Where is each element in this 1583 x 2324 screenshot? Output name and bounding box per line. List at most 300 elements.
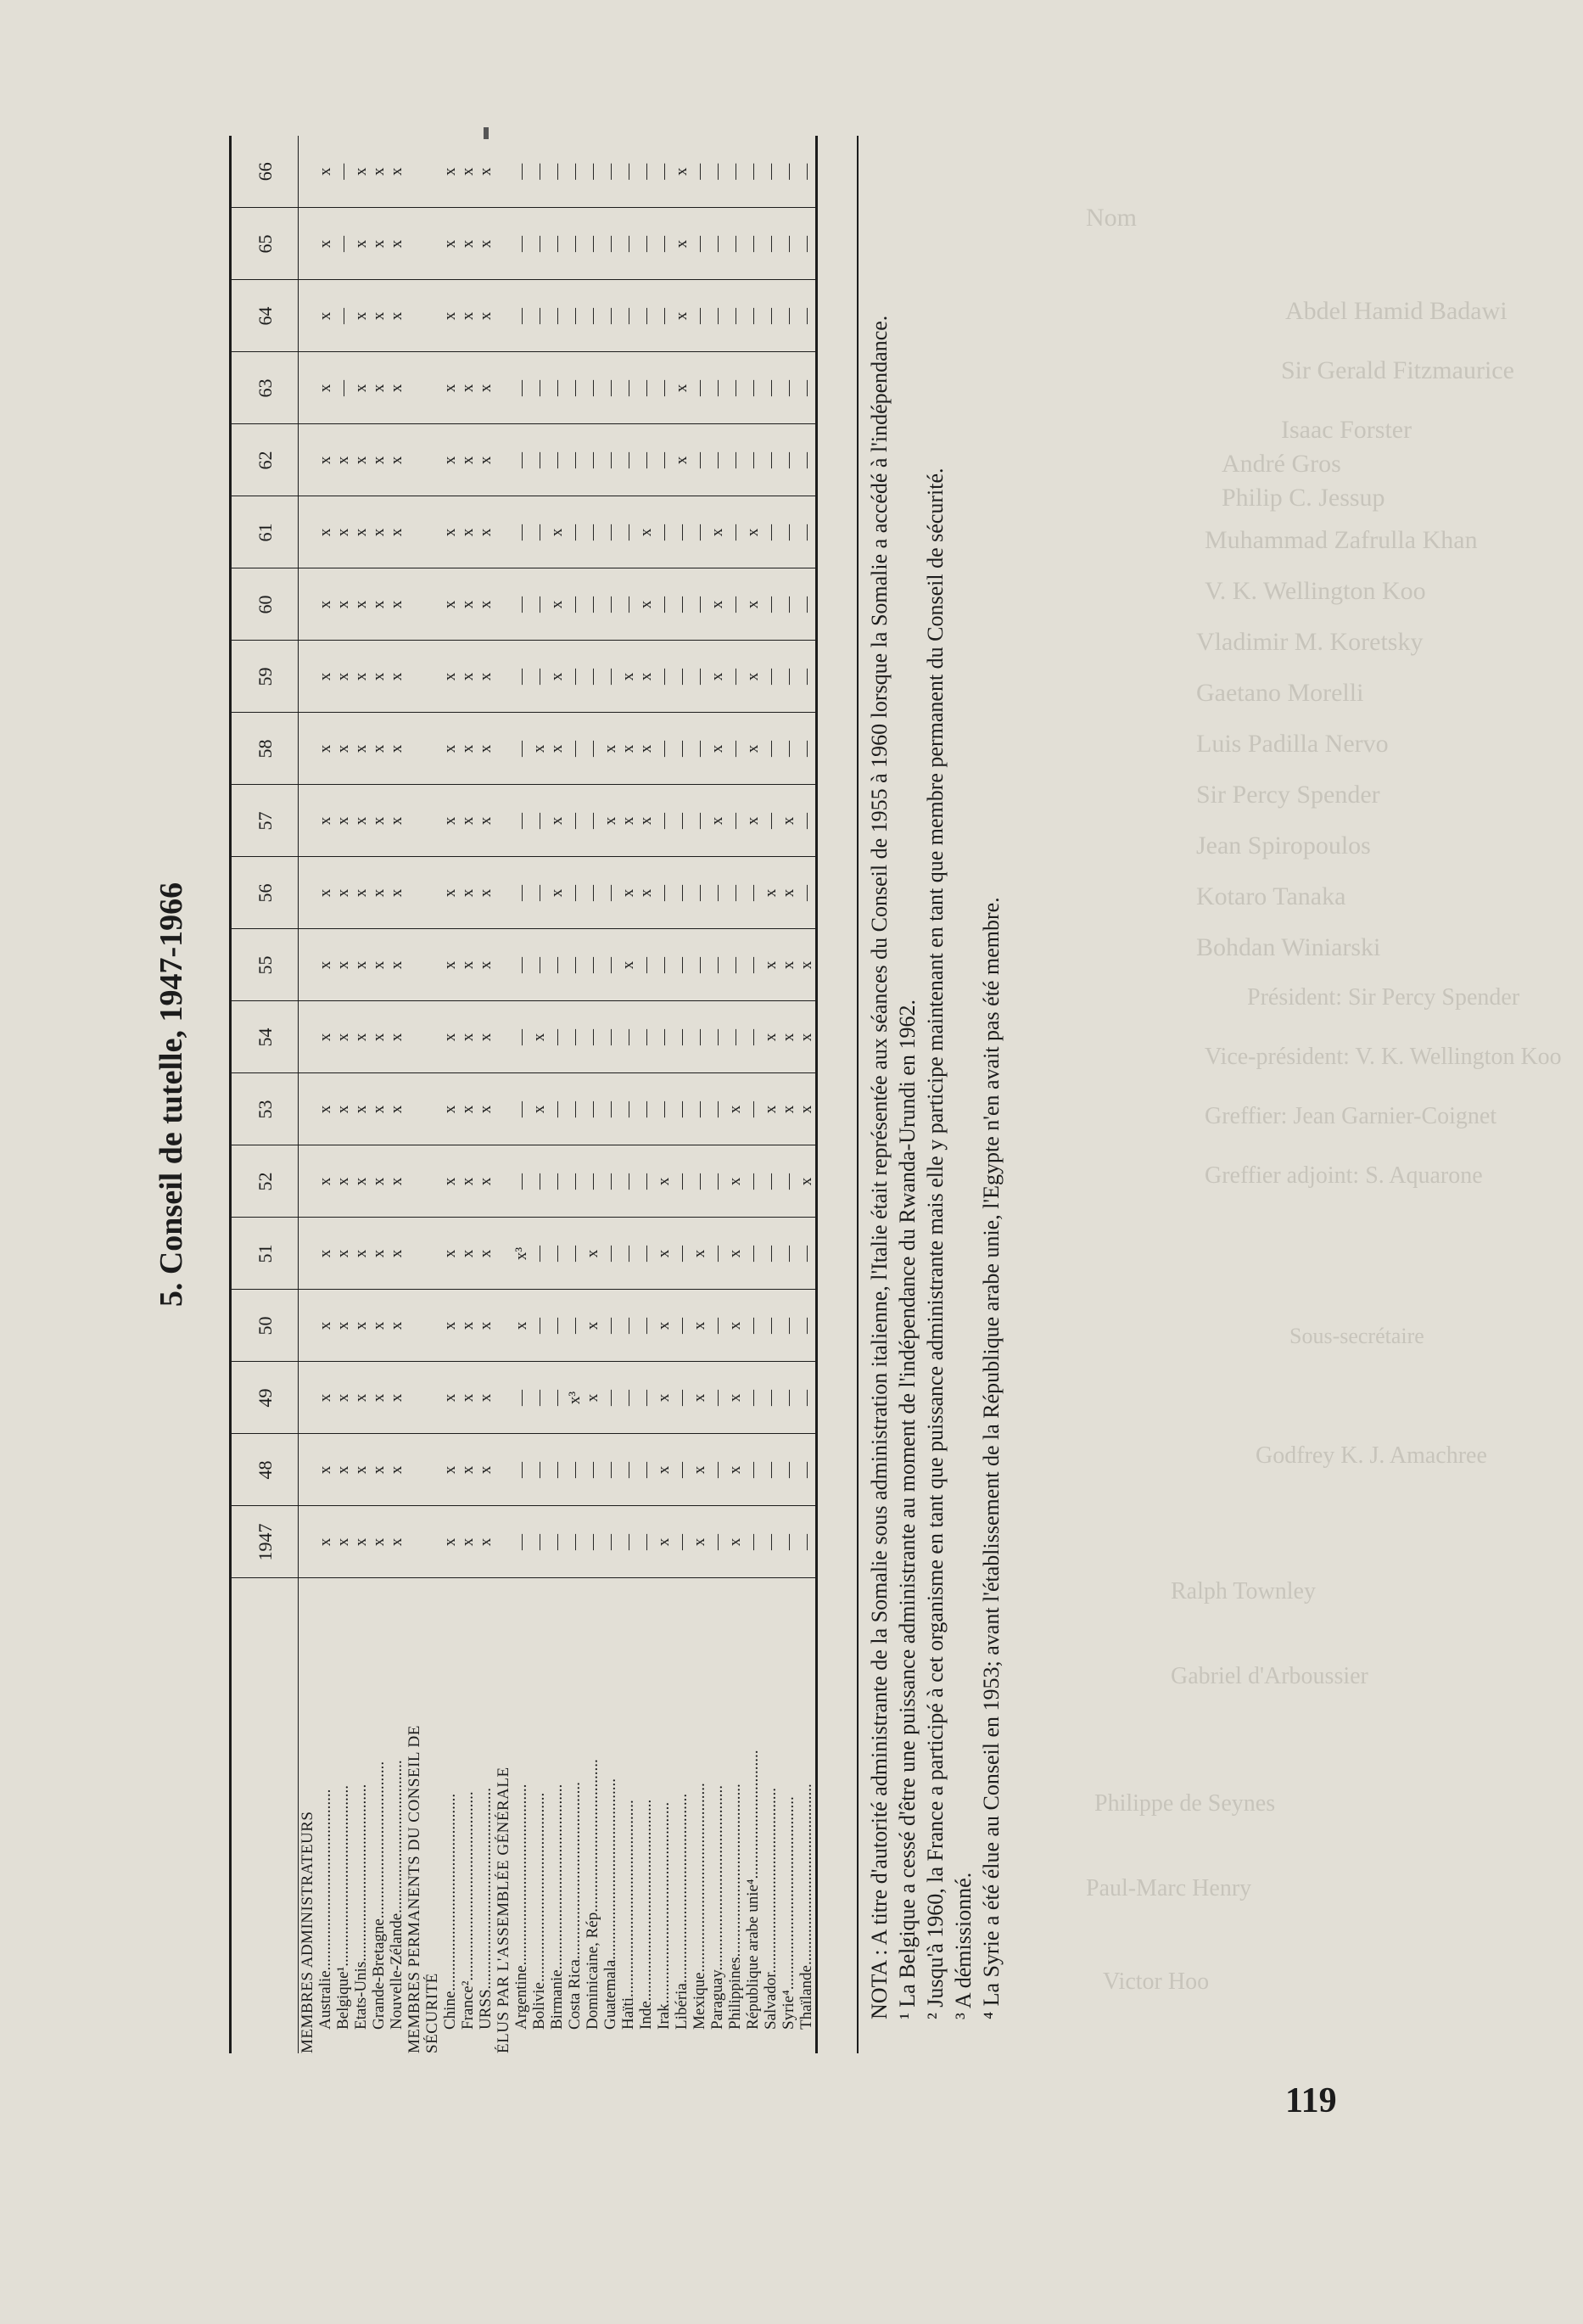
table-row (334, 136, 352, 2053)
membership-cell: x (548, 641, 566, 713)
table-row (316, 136, 334, 2053)
membership-cell: x (655, 1362, 673, 1434)
membership-cell: — (530, 208, 548, 280)
membership-cell: — (566, 352, 584, 424)
membership-cell: x (388, 352, 406, 424)
membership-cell: — (691, 136, 708, 208)
membership-cell: x (334, 1290, 352, 1362)
membership-cell: — (548, 929, 566, 1001)
membership-cell: x (726, 1145, 744, 1218)
membership-cell: — (619, 1145, 637, 1218)
membership-cell: x (441, 424, 459, 496)
leader-dots: .............................................. (708, 1785, 726, 1971)
membership-cell: x (477, 208, 495, 280)
section-heading-elected: ÉLUS PAR L'ASSEMBLÉE GÉNÉRALE (495, 1767, 512, 2053)
member-label (762, 1578, 780, 2053)
leader-dots: ............................................... (673, 1793, 691, 1984)
membership-cell: — (797, 641, 817, 713)
leader-dots: ............................................. (512, 1784, 530, 1966)
membership-cell: — (744, 136, 762, 208)
membership-cell: — (708, 1218, 726, 1290)
membership-cell: x (316, 136, 334, 208)
membership-cell: — (655, 568, 673, 641)
note-nota: NOTA : A titre d'autorité administrante de la Somalie sous administration italienne, l'Italie était représentée aux séances du Conseil de 1955 à 1960 lorsque la Somalie a accédé à l'indépendance. (867, 315, 892, 2019)
member-label (797, 1578, 817, 2053)
membership-cell: x (388, 496, 406, 568)
membership-cell: — (512, 1506, 530, 1578)
leader-dots: .................................................. (477, 1787, 495, 1990)
membership-cell: — (548, 1073, 566, 1145)
membership-cell: — (673, 1434, 691, 1506)
leader-dots: ................................................. (441, 1793, 459, 1991)
membership-cell: — (655, 1001, 673, 1073)
membership-cell: x (744, 713, 762, 785)
membership-cell: — (601, 136, 619, 208)
footnote-3: ³ A démissionné. (951, 1872, 976, 2019)
member-label (726, 1578, 744, 2053)
leader-dots: ................................................ (780, 1796, 797, 1991)
membership-cell: x (726, 1073, 744, 1145)
membership-cell: x (459, 785, 477, 857)
member-name: Dominicaine, Rép (584, 1912, 601, 2030)
footnote-4: ⁴ La Syrie a été élue au Conseil en 1953; avant l'établissement de la République arabe unie, l'Egypte n'en avait pas été membre. (979, 897, 1004, 2019)
membership-cell: — (762, 1506, 780, 1578)
membership-cell: — (512, 136, 530, 208)
membership-cell: — (512, 1001, 530, 1073)
membership-cell: x (370, 1145, 388, 1218)
membership-cell: x (388, 1362, 406, 1434)
table-row (780, 136, 797, 2053)
membership-cell: x (316, 568, 334, 641)
member-label (619, 1578, 637, 2053)
year-header: 50 (231, 1290, 299, 1362)
section-heading-permanent-cont: SÉCURITÉ (423, 1973, 441, 2053)
membership-cell: — (762, 1434, 780, 1506)
membership-cell: — (708, 280, 726, 352)
membership-cell: — (780, 136, 797, 208)
section-row (406, 136, 423, 2053)
membership-cell: x (477, 1145, 495, 1218)
membership-cell: x (637, 568, 655, 641)
membership-cell: — (780, 208, 797, 280)
membership-cell: — (673, 1001, 691, 1073)
membership-cell: x (388, 857, 406, 929)
footnotes (857, 136, 1005, 2053)
membership-cell: x (762, 1001, 780, 1073)
membership-cell: x (548, 496, 566, 568)
membership-cell: — (584, 568, 601, 641)
membership-cell: x (477, 496, 495, 568)
membership-cell: x (334, 568, 352, 641)
membership-cell: — (708, 1434, 726, 1506)
membership-cell: x (334, 496, 352, 568)
membership-cell: x (441, 1001, 459, 1073)
membership-cell: — (797, 1290, 817, 1362)
membership-cell: x (762, 929, 780, 1001)
member-name: Paraguay (708, 1970, 726, 2030)
membership-cell: x (708, 496, 726, 568)
membership-cell: x (601, 785, 619, 857)
leader-dots: ............................................. (797, 1784, 815, 1966)
membership-cell: x (334, 857, 352, 929)
membership-cell: x (316, 857, 334, 929)
membership-cell: — (566, 641, 584, 713)
rotated-page-content (153, 136, 1188, 2053)
leader-dots: ............................................... (691, 1783, 708, 1973)
membership-cell: x (673, 280, 691, 352)
membership-cell: — (530, 424, 548, 496)
member-name: France² (459, 1980, 477, 2030)
membership-cell: x (780, 785, 797, 857)
membership-cell: x (441, 785, 459, 857)
membership-cell: — (726, 424, 744, 496)
membership-cell: — (655, 136, 673, 208)
membership-cell: — (691, 352, 708, 424)
membership-cell: x (388, 568, 406, 641)
membership-cell: — (708, 1290, 726, 1362)
membership-cell: — (512, 1073, 530, 1145)
membership-cell: x (388, 1145, 406, 1218)
membership-cell: x (637, 785, 655, 857)
year-header: 65 (231, 208, 299, 280)
membership-cell: — (780, 1145, 797, 1218)
membership-cell: x (441, 208, 459, 280)
membership-cell: — (530, 785, 548, 857)
membership-cell: — (762, 280, 780, 352)
leader-dots: ...................................... (584, 1759, 601, 1912)
membership-cell: — (762, 136, 780, 208)
member-name: Birmanie (548, 1969, 566, 2030)
table-row (637, 136, 655, 2053)
membership-cell: x (762, 857, 780, 929)
membership-cell: — (797, 424, 817, 496)
membership-cell: x (477, 929, 495, 1001)
membership-cell: x (352, 857, 370, 929)
membership-cell: — (601, 1290, 619, 1362)
year-header: 51 (231, 1218, 299, 1290)
membership-cell: — (601, 424, 619, 496)
membership-cell: x (370, 280, 388, 352)
membership-cell: x (744, 496, 762, 568)
page-number: 119 (1285, 2081, 1337, 2120)
membership-cell: x (316, 1001, 334, 1073)
membership-cell: x (334, 1506, 352, 1578)
membership-cell: x (316, 1073, 334, 1145)
membership-cell: x (548, 785, 566, 857)
membership-cell: — (691, 424, 708, 496)
membership-cell: x (388, 785, 406, 857)
membership-cell: — (530, 857, 548, 929)
membership-cell: x (459, 857, 477, 929)
membership-cell: x (459, 136, 477, 208)
membership-cell: — (566, 208, 584, 280)
membership-cell: x (388, 424, 406, 496)
membership-cell: — (334, 352, 352, 424)
membership-cell: x (797, 1001, 817, 1073)
membership-cell: — (744, 929, 762, 1001)
membership-cell: x (370, 568, 388, 641)
membership-cell: x (352, 568, 370, 641)
member-name: Inde (637, 2001, 655, 2030)
membership-cell: x (441, 568, 459, 641)
membership-cell: — (512, 929, 530, 1001)
membership-cell: — (655, 424, 673, 496)
membership-cell: x (459, 424, 477, 496)
membership-cell: x (352, 1145, 370, 1218)
membership-cell: — (548, 1290, 566, 1362)
membership-cell: — (708, 1145, 726, 1218)
member-label (548, 1578, 566, 2053)
footnote-2: ² Jusqu'à 1960, la France a participé à cet organisme en tant que puissance administrante mais elle y participe maintenant en tant que membre permanent du Conseil de sécurité. (923, 468, 948, 2019)
membership-cell: x (370, 929, 388, 1001)
membership-cell: x (441, 1362, 459, 1434)
membership-cell: x (441, 857, 459, 929)
membership-cell: x (691, 1362, 708, 1434)
membership-cell: x (388, 713, 406, 785)
member-name: Argentine (512, 1965, 530, 2030)
membership-cell: — (566, 1290, 584, 1362)
membership-cell: x (530, 1001, 548, 1073)
year-header: 48 (231, 1434, 299, 1506)
membership-cell: — (566, 424, 584, 496)
year-header: 55 (231, 929, 299, 1001)
membership-cell: x (459, 929, 477, 1001)
membership-cell: — (744, 208, 762, 280)
membership-cell: — (726, 136, 744, 208)
membership-cell: x (370, 1362, 388, 1434)
membership-cell: x (619, 785, 637, 857)
membership-cell: — (726, 568, 744, 641)
membership-cell: x (744, 641, 762, 713)
membership-cell: x (441, 929, 459, 1001)
trusteeship-council-table (229, 136, 818, 2053)
year-header: 62 (231, 424, 299, 496)
member-name: Thaïlande (797, 1965, 815, 2030)
membership-cell: x (352, 1001, 370, 1073)
membership-cell: x (316, 785, 334, 857)
membership-cell: x (316, 352, 334, 424)
membership-cell: — (619, 1073, 637, 1145)
year-header: 61 (231, 496, 299, 568)
membership-cell: x (459, 1506, 477, 1578)
leader-dots: ............................................ (566, 1782, 584, 1960)
membership-cell: x (370, 1073, 388, 1145)
membership-cell: — (601, 857, 619, 929)
membership-cell: x (352, 1290, 370, 1362)
footnote-1: ¹ La Belgique a cessé d'être une puissance administrante au moment de l'indépendance du Rwanda-Urundi en 1962. (895, 1000, 920, 2019)
membership-cell: — (584, 424, 601, 496)
membership-cell: — (673, 568, 691, 641)
membership-cell: x (673, 352, 691, 424)
membership-cell: — (762, 208, 780, 280)
membership-cell: — (780, 496, 797, 568)
membership-cell: x (477, 1218, 495, 1290)
membership-cell: — (530, 641, 548, 713)
membership-cell: x (673, 136, 691, 208)
member-label (459, 1578, 477, 2053)
membership-cell: — (512, 496, 530, 568)
membership-cell: x (477, 857, 495, 929)
membership-cell: x (352, 641, 370, 713)
membership-cell: — (673, 496, 691, 568)
membership-cell: x³ (566, 1362, 584, 1434)
membership-cell: — (762, 1218, 780, 1290)
membership-cell: — (726, 857, 744, 929)
membership-cell: x (316, 713, 334, 785)
membership-cell: x (388, 1434, 406, 1506)
membership-cell: — (619, 352, 637, 424)
membership-cell: — (566, 1073, 584, 1145)
section-row (495, 136, 512, 2053)
membership-cell: x (584, 1290, 601, 1362)
membership-cell: x (744, 568, 762, 641)
table-row (744, 136, 762, 2053)
membership-cell: — (601, 1073, 619, 1145)
member-name: Irak (655, 2003, 673, 2030)
membership-cell: — (708, 929, 726, 1001)
membership-cell: — (797, 785, 817, 857)
member-name: URSS (477, 1989, 495, 2030)
membership-cell: x (691, 1290, 708, 1362)
membership-cell: — (601, 280, 619, 352)
membership-cell: x (691, 1506, 708, 1578)
membership-cell: x (619, 713, 637, 785)
membership-cell: — (780, 424, 797, 496)
membership-cell: x (352, 1362, 370, 1434)
membership-cell: — (584, 1073, 601, 1145)
membership-cell: x (655, 1506, 673, 1578)
membership-cell: — (726, 713, 744, 785)
membership-cell: — (601, 1145, 619, 1218)
year-header: 64 (231, 280, 299, 352)
membership-cell: x (334, 929, 352, 1001)
membership-cell: — (530, 136, 548, 208)
membership-cell: x (370, 208, 388, 280)
membership-cell: x (370, 857, 388, 929)
membership-cell: x (441, 496, 459, 568)
membership-cell: x (388, 208, 406, 280)
membership-cell: — (637, 1362, 655, 1434)
table-row (584, 136, 601, 2053)
membership-cell: x (744, 785, 762, 857)
table-row (655, 136, 673, 2053)
membership-cell: — (530, 352, 548, 424)
membership-cell: x (584, 1218, 601, 1290)
membership-cell: — (566, 785, 584, 857)
membership-cell: — (691, 713, 708, 785)
membership-cell: — (673, 1073, 691, 1145)
membership-cell: x (370, 1001, 388, 1073)
membership-cell: — (637, 1218, 655, 1290)
membership-cell: — (584, 1001, 601, 1073)
membership-cell: — (619, 1001, 637, 1073)
membership-cell: x (370, 496, 388, 568)
membership-cell: — (762, 713, 780, 785)
membership-cell: x (334, 713, 352, 785)
membership-cell: x (655, 1145, 673, 1218)
membership-cell: — (726, 1001, 744, 1073)
membership-cell: — (762, 424, 780, 496)
membership-cell: — (548, 1001, 566, 1073)
membership-cell: — (673, 1506, 691, 1578)
membership-cell: — (619, 1362, 637, 1434)
membership-cell: — (566, 136, 584, 208)
membership-cell: x (673, 424, 691, 496)
membership-cell: — (744, 1001, 762, 1073)
membership-cell: — (530, 1218, 548, 1290)
membership-cell: — (601, 496, 619, 568)
membership-cell: x (477, 280, 495, 352)
leader-dots: ............................................ (352, 1784, 370, 1962)
membership-cell: x (459, 280, 477, 352)
membership-cell: x (352, 208, 370, 280)
membership-cell: — (797, 280, 817, 352)
membership-cell: x (459, 352, 477, 424)
membership-cell: x (352, 785, 370, 857)
membership-cell: x (334, 424, 352, 496)
member-name: Costa Rica (566, 1959, 584, 2030)
membership-cell: x (316, 1434, 334, 1506)
membership-cell: x (459, 568, 477, 641)
membership-cell: — (708, 857, 726, 929)
member-name: Philippines (726, 1957, 744, 2030)
leader-dots: ............................................... (530, 1792, 548, 1983)
membership-cell: — (744, 280, 762, 352)
membership-cell: x (352, 1434, 370, 1506)
membership-cell: x (370, 713, 388, 785)
membership-cell: — (673, 929, 691, 1001)
membership-cell: — (797, 857, 817, 929)
membership-cell: — (744, 424, 762, 496)
membership-cell: — (548, 280, 566, 352)
membership-cell: — (762, 352, 780, 424)
membership-cell: x (477, 568, 495, 641)
membership-cell: — (708, 1362, 726, 1434)
membership-cell: x (477, 1073, 495, 1145)
member-name: Syrie⁴ (780, 1990, 797, 2030)
membership-cell: x (673, 208, 691, 280)
membership-cell: x (637, 713, 655, 785)
leader-dots: ............................................... (459, 1791, 477, 1981)
table-row (601, 136, 619, 2053)
membership-cell: — (780, 568, 797, 641)
member-name: Guatemala (601, 1959, 619, 2030)
member-label (512, 1578, 530, 2053)
membership-cell: x (334, 1218, 352, 1290)
member-label (334, 1578, 352, 2053)
membership-cell: — (780, 280, 797, 352)
table-row (512, 136, 530, 2053)
table-row (726, 136, 744, 2053)
table-row (352, 136, 370, 2053)
membership-cell: — (780, 641, 797, 713)
member-name: Haïti (619, 1997, 637, 2030)
membership-cell: — (512, 641, 530, 713)
membership-cell: — (780, 1290, 797, 1362)
membership-cell: — (744, 1218, 762, 1290)
membership-cell: — (726, 785, 744, 857)
membership-cell: — (566, 568, 584, 641)
section-heading-administrators: MEMBRES ADMINISTRATEURS (299, 1811, 316, 2053)
membership-cell: x (441, 1506, 459, 1578)
membership-cell: — (601, 641, 619, 713)
membership-cell: — (637, 1145, 655, 1218)
leader-dots: ....................................... (370, 1761, 388, 1919)
membership-cell: x (477, 1362, 495, 1434)
membership-cell: x (548, 713, 566, 785)
membership-cell: — (637, 1001, 655, 1073)
membership-cell: x (388, 1073, 406, 1145)
